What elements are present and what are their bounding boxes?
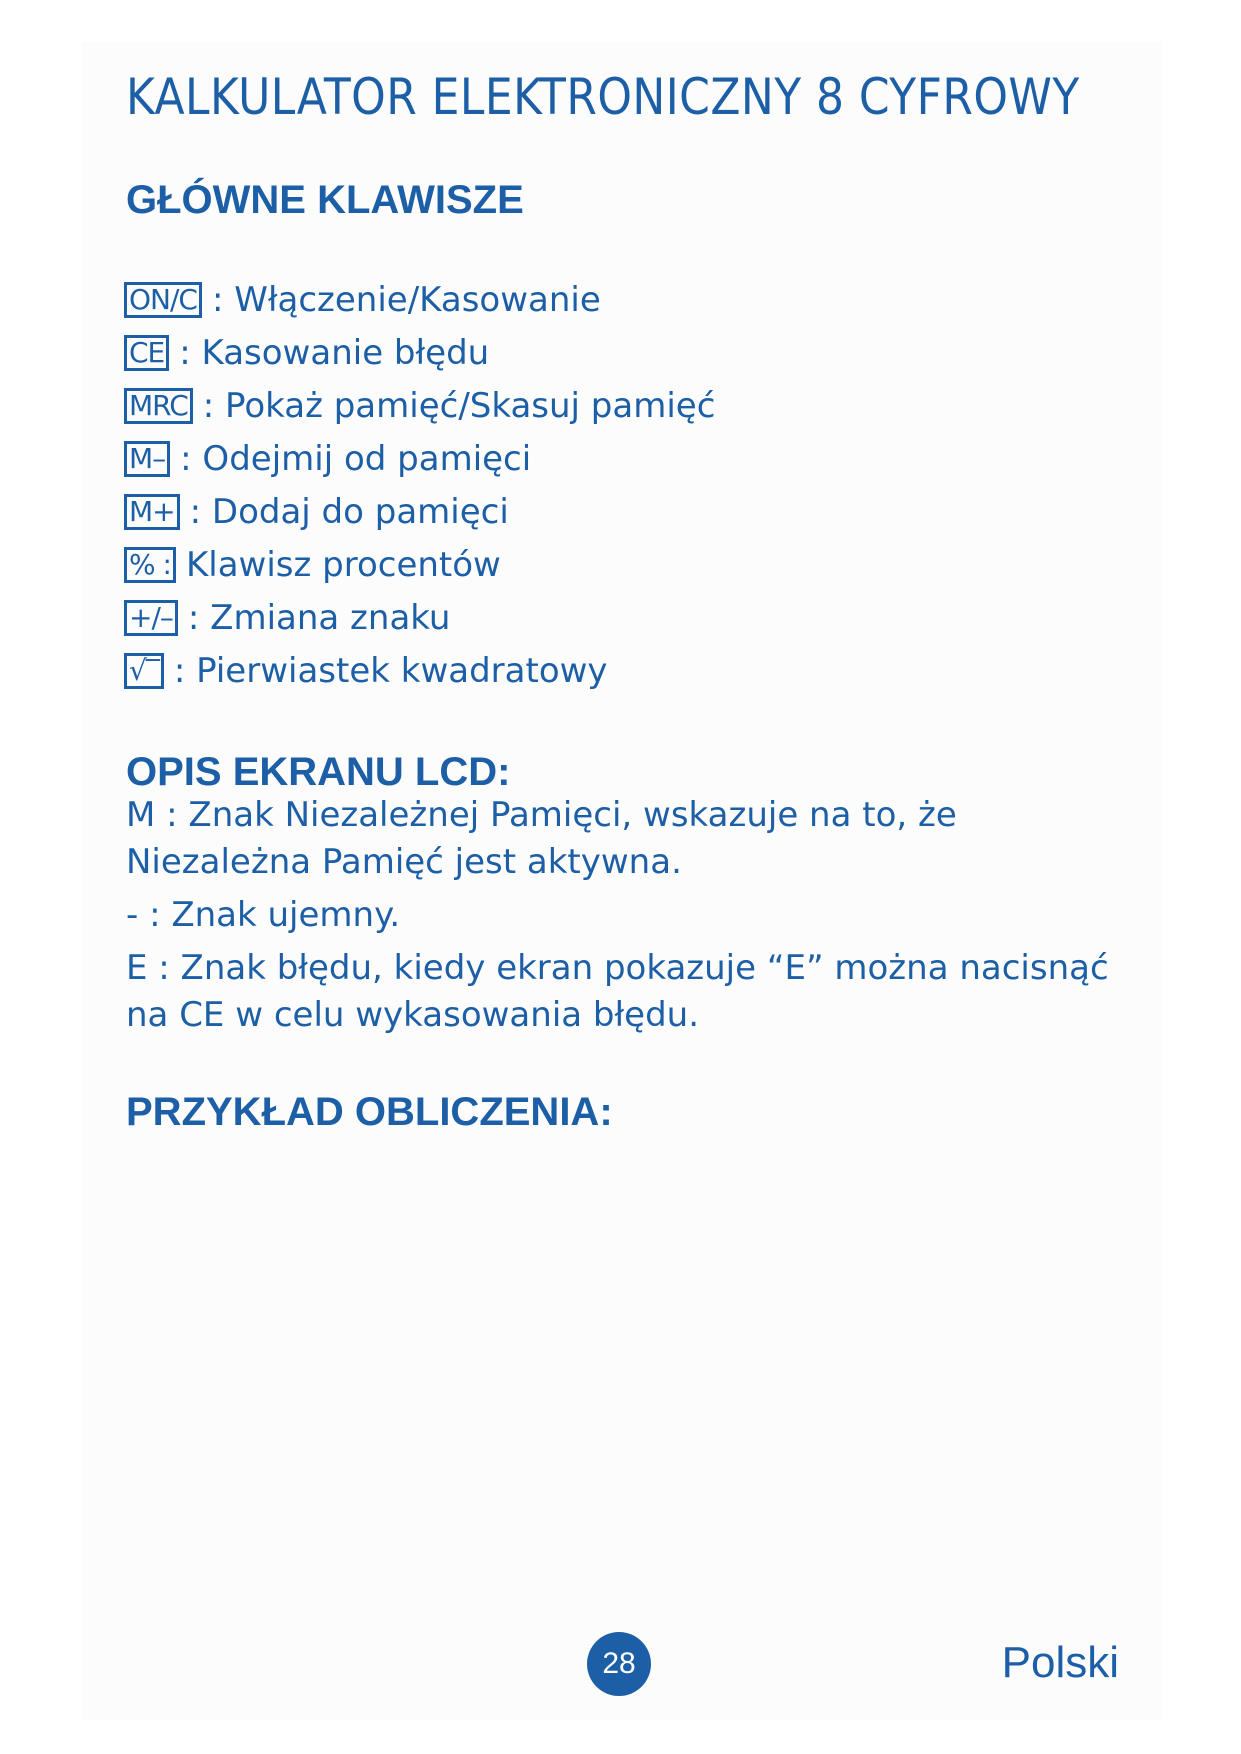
key-mplus-desc: : Dodaj do pamięci (189, 492, 509, 532)
lcd-desc-error: E : Znak błędu, kiedy ekran pokazuje “E” można nacisnąć na CE w celu wykasowania błędu. (126, 948, 1109, 1035)
key-mrc-desc: : Pokaż pamięć/Skasuj pamięć (202, 386, 716, 426)
keys-heading: GŁÓWNE KLAWISZE (126, 178, 524, 222)
language-label: Polski (1001, 1638, 1119, 1687)
key-sqrt-desc: : Pierwiastek kwadratowy (173, 651, 608, 691)
key-mminus-icon: M– (124, 441, 170, 477)
key-sqrt-icon: √‾ (124, 653, 164, 689)
lcd-desc-memory: M : Znak Niezależnej Pamięci, wskazuje na to, że Niezależna Pamięć jest aktywna. (126, 795, 957, 882)
key-sign-desc: : Zmiana znaku (187, 598, 451, 638)
key-item-ce (124, 333, 489, 373)
key-item-sign (124, 598, 450, 638)
document-title: KALKULATOR ELEKTRONICZNY 8 CYFROWY (126, 68, 1080, 126)
key-item-mplus (124, 492, 509, 532)
lcd-heading: OPIS EKRANU LCD: (126, 750, 511, 794)
key-mplus-icon: M+ (124, 494, 180, 530)
key-item-onc (124, 280, 601, 320)
key-item-sqrt (124, 651, 608, 691)
key-item-mrc (124, 386, 715, 426)
key-percent-desc: Klawisz procentów (185, 545, 501, 585)
example-heading: PRZYKŁAD OBLICZENIA: (126, 1090, 613, 1134)
key-item-mminus (124, 439, 531, 479)
key-onc-icon: ON/C (124, 282, 202, 318)
page-number-badge: 28 (587, 1632, 651, 1696)
key-item-percent (124, 545, 501, 585)
key-percent-icon: % : (124, 547, 176, 583)
key-ce-desc: : Kasowanie błędu (179, 333, 490, 373)
key-mminus-desc: : Odejmij od pamięci (180, 439, 532, 479)
key-mrc-icon: MRC (124, 388, 193, 424)
key-ce-icon: CE (124, 335, 169, 371)
key-sign-icon: +/– (124, 600, 178, 636)
lcd-desc-negative: - : Znak ujemny. (126, 895, 401, 935)
key-onc-desc: : Włączenie/Kasowanie (211, 280, 601, 320)
